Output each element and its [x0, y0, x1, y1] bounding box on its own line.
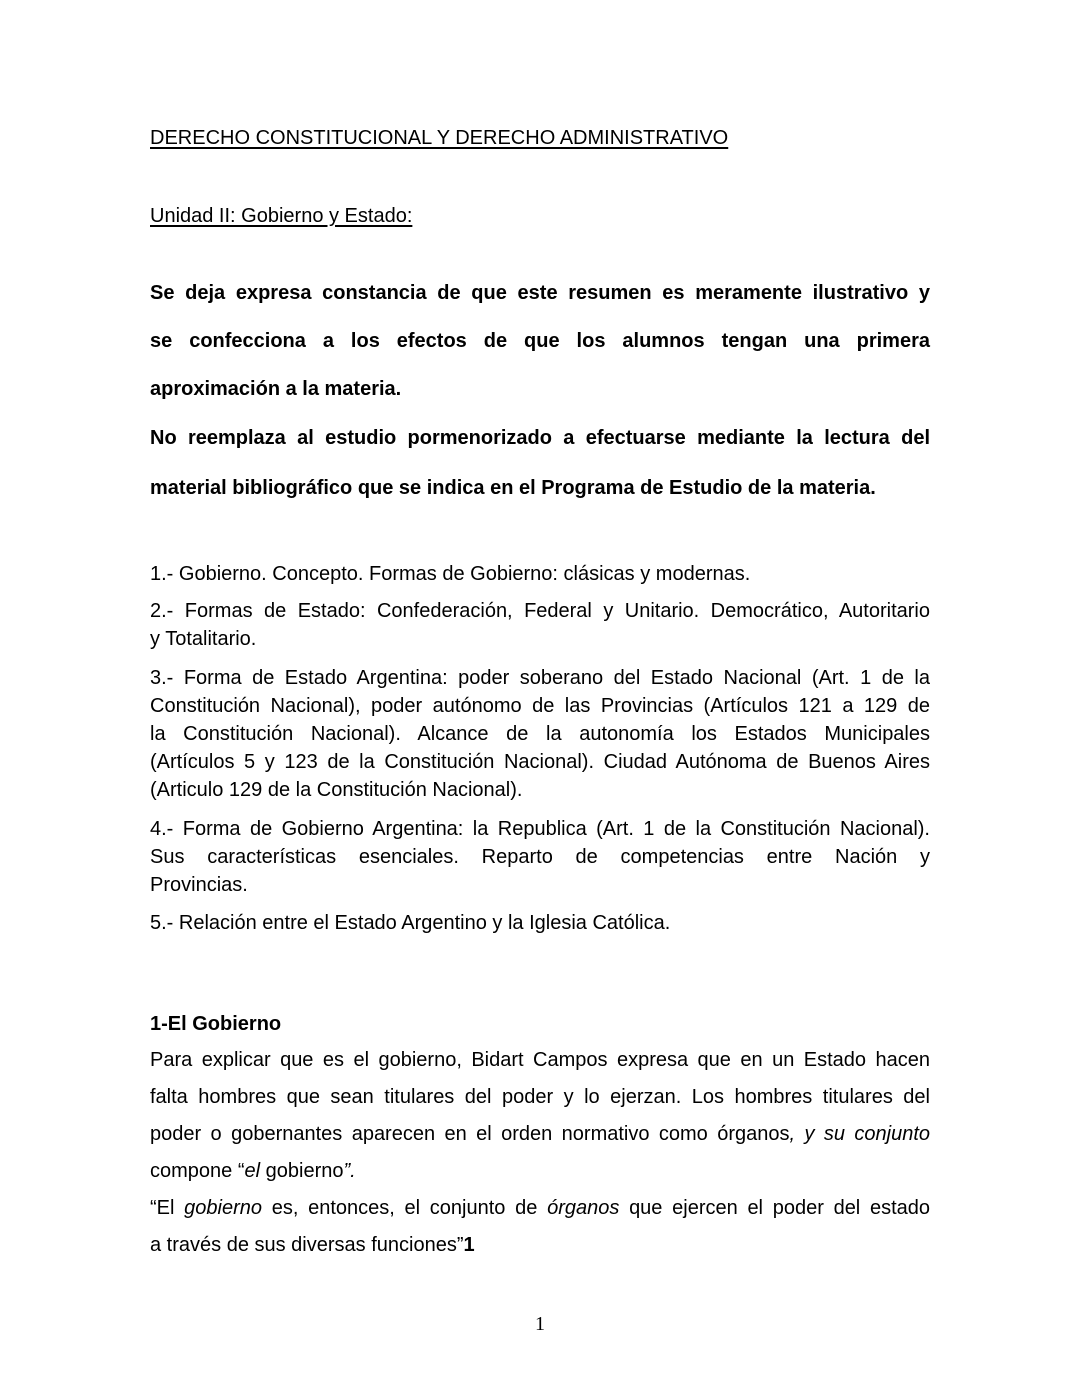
text-run: poder o gobernantes aparecen en el orden normativo como órganos [150, 1123, 790, 1145]
text-run: , y su conjunto [789, 1123, 930, 1145]
page-number: 1 [535, 1313, 545, 1335]
disclaimer-line: No reemplaza al estudio pormenorizado a efectuarse mediante la lectura del [150, 427, 930, 449]
text-run: a través de sus diversas funciones” [150, 1234, 464, 1256]
text-run: es, entonces, el conjunto de [262, 1197, 548, 1219]
outline-item-continuation: (Articulo 129 de la Constitución Nacional). [150, 779, 523, 801]
unit-heading: Unidad II: Gobierno y Estado: [150, 205, 413, 227]
text-run: compone “ [150, 1160, 245, 1182]
disclaimer-line: Se deja expresa constancia de que este resumen es meramente ilustrativo y [150, 282, 930, 304]
outline-item: 3.- Forma de Estado Argentina: poder soberano del Estado Nacional (Art. 1 de la [150, 667, 930, 689]
document-title: DERECHO CONSTITUCIONAL Y DERECHO ADMINISTRATIVO [150, 127, 729, 149]
text-run: gobierno [260, 1160, 344, 1182]
text-run: que ejercen el poder del estado [619, 1197, 931, 1219]
outline-item: 2.- Formas de Estado: Confederación, Federal y Unitario. Democrático, Autoritario [150, 600, 930, 622]
section-heading: 1-El Gobierno [150, 1013, 282, 1035]
outline-item-continuation: y Totalitario. [150, 628, 257, 650]
disclaimer-line: se confecciona a los efectos de que los alumnos tengan una primera [150, 330, 930, 352]
paragraph-line: falta hombres que sean titulares del poder y lo ejerzan. Los hombres titulares del [150, 1086, 930, 1108]
outline-item-continuation: la Constitución Nacional). Alcance de la autonomía los Estados Municipales [150, 723, 930, 745]
paragraph-line [150, 1194, 930, 1222]
paragraph-line [150, 1157, 930, 1185]
disclaimer-line: material bibliográfico que se indica en el Programa de Estudio de la materia. [150, 477, 876, 499]
paragraph-line: Para explicar que es el gobierno, Bidart Campos expresa que en un Estado hacen [150, 1049, 930, 1071]
footnote-ref: 1 [463, 1234, 475, 1256]
outline-item: 1.- Gobierno. Concepto. Formas de Gobierno: clásicas y modernas. [150, 563, 751, 585]
text-run: órganos [547, 1197, 620, 1219]
paragraph-line [150, 1120, 930, 1148]
text-run: ”. [343, 1160, 356, 1182]
outline-item-continuation: Provincias. [150, 874, 248, 896]
outline-item-continuation: Constitución Nacional), poder autónomo de las Provincias (Artículos 121 a 129 de [150, 695, 930, 717]
outline-item: 4.- Forma de Gobierno Argentina: la Republica (Art. 1 de la Constitución Nacional). [150, 818, 930, 840]
text-run: “El [150, 1197, 185, 1219]
paragraph-line [150, 1231, 930, 1259]
outline-item-continuation: (Artículos 5 y 123 de la Constitución Nacional). Ciudad Autónoma de Buenos Aires [150, 751, 930, 773]
outline-item: 5.- Relación entre el Estado Argentino y la Iglesia Católica. [150, 912, 671, 934]
text-run: el [244, 1160, 261, 1182]
outline-item-continuation: Sus características esenciales. Reparto de competencias entre Nación y [150, 846, 930, 868]
text-run: gobierno [184, 1197, 262, 1219]
disclaimer-line: aproximación a la materia. [150, 378, 402, 400]
